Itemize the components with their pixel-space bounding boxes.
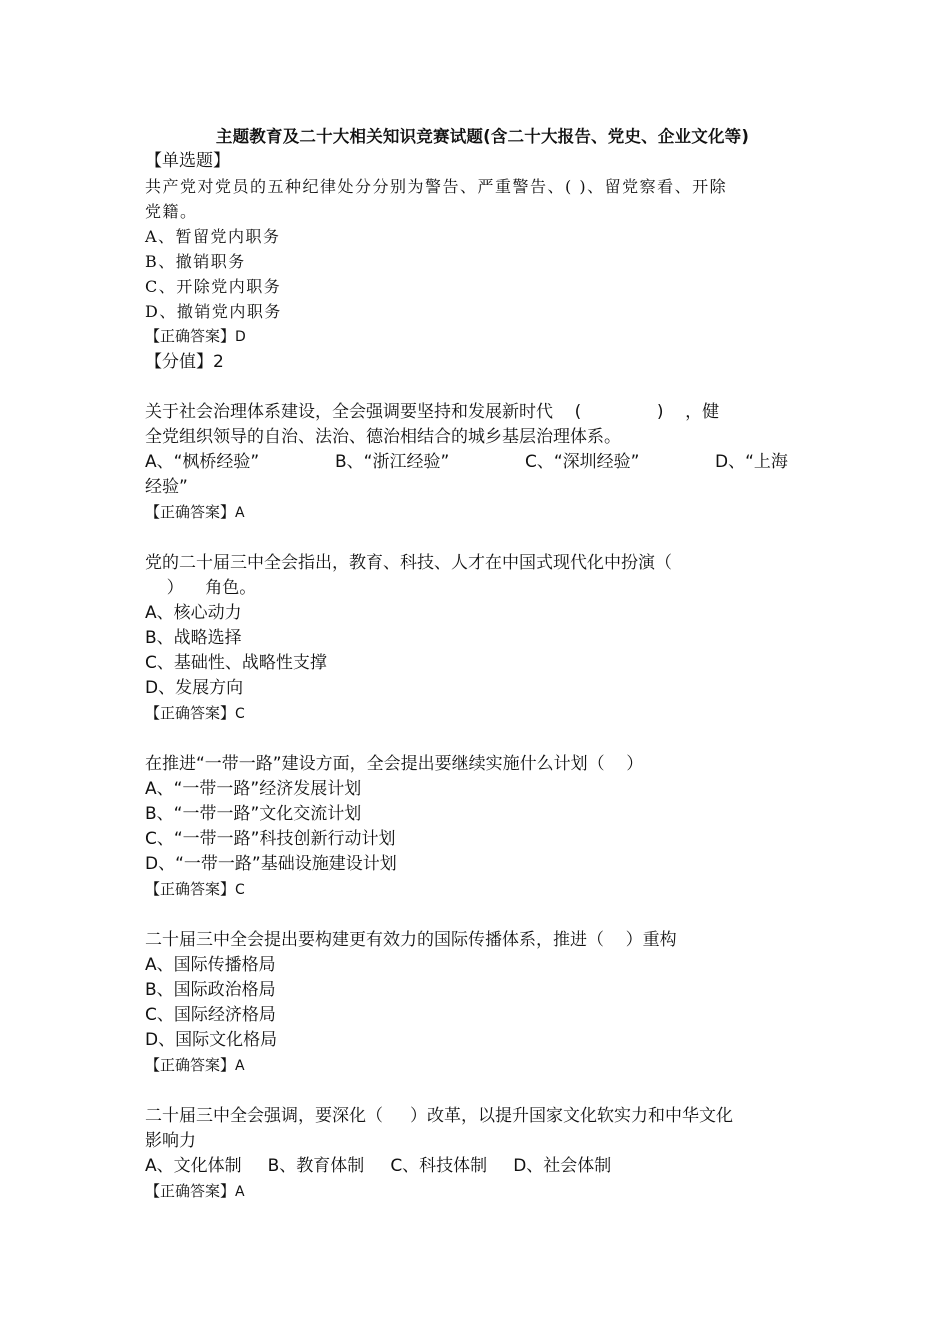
question-stem-cont: 党籍。 xyxy=(145,202,198,221)
answer-value: D xyxy=(235,329,246,345)
question-5 xyxy=(145,928,810,1079)
answer-line xyxy=(145,1053,810,1079)
option-c: C、开除党内职务 xyxy=(145,277,282,296)
option-b: B、“浙江经验” xyxy=(335,452,450,472)
answer-value: A xyxy=(235,1184,245,1200)
option-c: C、“一带一路”科技创新行动计划 xyxy=(145,829,396,849)
question-stem-cont: 全党组织领导的自治、法治、德治相结合的城乡基层治理体系。 xyxy=(145,427,621,447)
answer-label: 【正确答案】 xyxy=(145,704,236,722)
answer-line xyxy=(145,324,810,350)
options-row xyxy=(145,450,810,475)
question-1 xyxy=(145,174,810,375)
option-a: A、暂留党内职务 xyxy=(145,227,281,246)
options-row xyxy=(145,1154,810,1179)
answer-line xyxy=(145,500,810,526)
option-b: B、国际政治格局 xyxy=(145,980,276,1000)
answer-label: 【正确答案】 xyxy=(145,880,236,898)
question-stem: 在推进“一带一路”建设方面，全会提出要继续实施什么计划（ ） xyxy=(145,754,644,774)
answer-label: 【正确答案】 xyxy=(145,1056,236,1074)
answer-line xyxy=(145,701,810,727)
question-stem-cont: ） 角色。 xyxy=(145,578,257,598)
answer-value: A xyxy=(235,1058,245,1074)
answer-line xyxy=(145,1179,810,1205)
option-d: D、撤销党内职务 xyxy=(145,302,282,321)
option-d: D、发展方向 xyxy=(145,678,244,698)
question-3 xyxy=(145,551,810,727)
page-title: 主题教育及二十大相关知识竞赛试题(含二十大报告、党史、企业文化等) xyxy=(215,127,750,146)
question-4 xyxy=(145,752,810,903)
option-a: A、国际传播格局 xyxy=(145,955,276,975)
answer-value: A xyxy=(235,505,245,521)
answer-label: 【正确答案】 xyxy=(145,327,236,345)
option-b: B、“一带一路”文化交流计划 xyxy=(145,804,362,824)
option-d: D、社会体制 xyxy=(513,1156,612,1176)
section-heading: 【单选题】 xyxy=(145,151,230,171)
score-label: 【分值】 xyxy=(145,352,213,372)
question-stem: 二十届三中全会强调，要深化（ ）改革，以提升国家文化软实力和中华文化 xyxy=(145,1106,734,1126)
question-6 xyxy=(145,1104,810,1205)
option-b: B、撤销职务 xyxy=(145,252,246,271)
option-b: B、教育体制 xyxy=(267,1156,365,1176)
question-stem: 关于社会治理体系建设，全会强调要坚持和发展新时代 ( ) ，健 xyxy=(145,402,720,422)
option-c: C、基础性、战略性支撑 xyxy=(145,653,327,673)
answer-value: C xyxy=(235,706,245,722)
option-a: A、核心动力 xyxy=(145,603,242,623)
option-d: D、国际文化格局 xyxy=(145,1030,278,1050)
option-d-cont: 经验” xyxy=(145,477,188,497)
score-value: 2 xyxy=(213,352,224,372)
answer-line xyxy=(145,877,810,903)
question-2 xyxy=(145,400,810,526)
answer-value: C xyxy=(235,882,245,898)
question-stem-cont: 影响力 xyxy=(145,1131,196,1151)
option-d: D、“上海 xyxy=(715,452,788,472)
option-d: D、“一带一路”基础设施建设计划 xyxy=(145,854,397,874)
option-c: C、国际经济格局 xyxy=(145,1005,276,1025)
question-stem: 二十届三中全会提出要构建更有效力的国际传播体系，推进（ ）重构 xyxy=(145,930,677,950)
option-c: C、科技体制 xyxy=(390,1156,488,1176)
answer-label: 【正确答案】 xyxy=(145,503,236,521)
option-b: B、战略选择 xyxy=(145,628,242,648)
option-a: A、“一带一路”经济发展计划 xyxy=(145,779,362,799)
document-page xyxy=(145,124,810,1205)
option-c: C、“深圳经验” xyxy=(525,452,640,472)
score-line xyxy=(145,350,810,375)
option-a: A、“枫桥经验” xyxy=(145,452,260,472)
question-stem: 共产党对党员的五种纪律处分分别为警告、严重警告、( )、留党察看、开除 xyxy=(145,177,728,196)
option-a: A、文化体制 xyxy=(145,1156,242,1176)
answer-label: 【正确答案】 xyxy=(145,1182,236,1200)
question-stem: 党的二十届三中全会指出，教育、科技、人才在中国式现代化中扮演（ xyxy=(145,553,672,573)
